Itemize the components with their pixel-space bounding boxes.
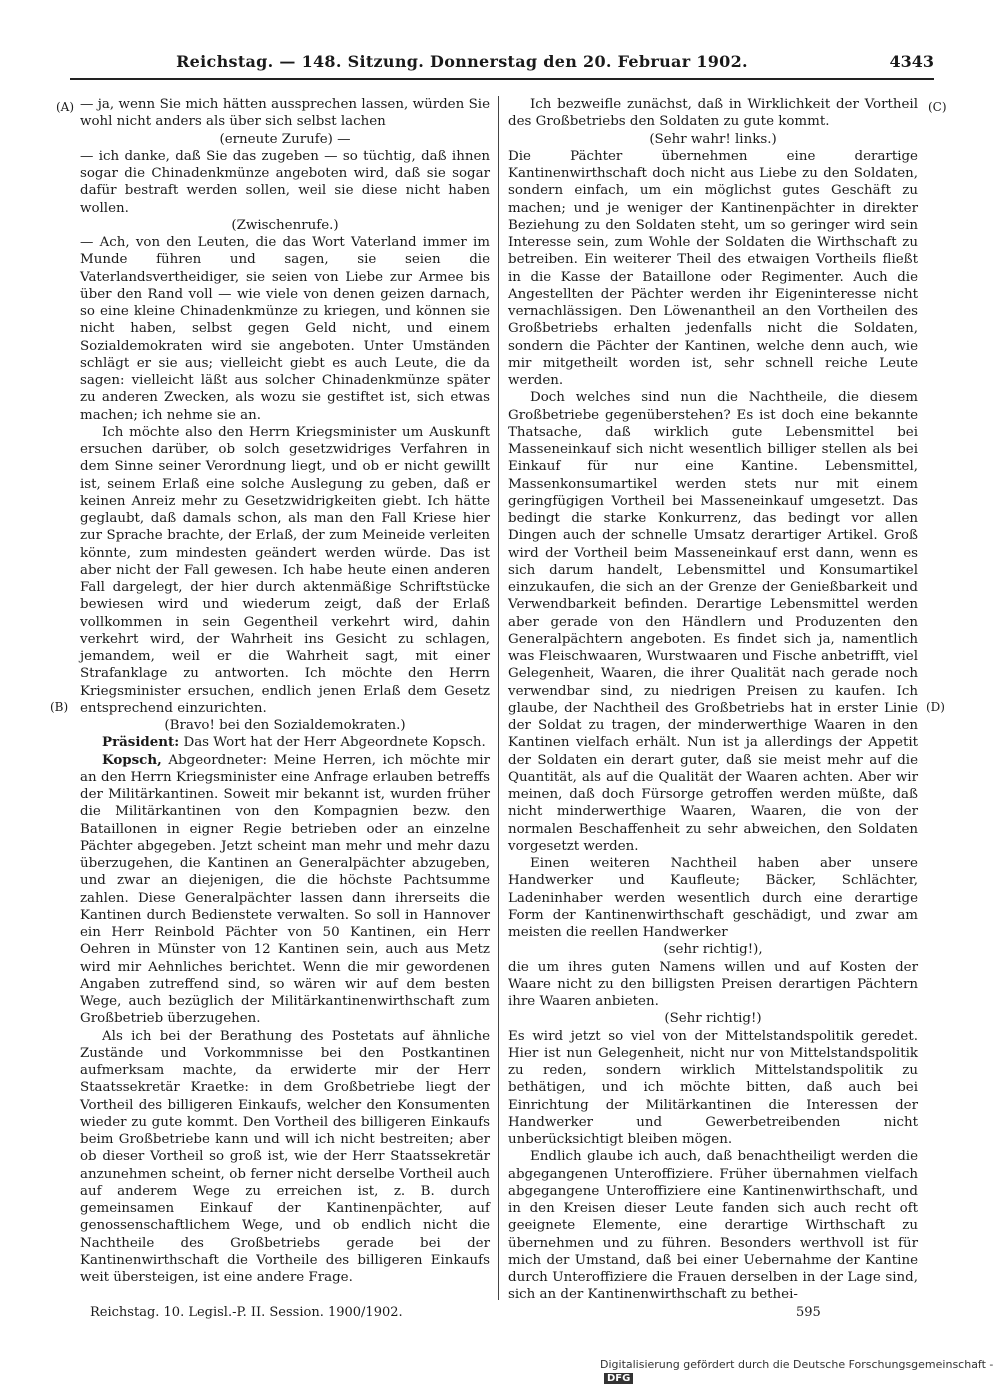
interjection: (Bravo! bei den Sozialdemokraten.) xyxy=(164,718,406,733)
footer-number: 595 xyxy=(796,1305,821,1320)
paragraph: Als ich bei der Berathung des Postetats auf ähnliche Zustände und Vorkommnisse bei den Postkantinen aufmerksam machte, da erwiderte mir der Herr Staatssekretär Kraetke: in dem Großbetriebe liegt der Vortheil des billigeren Einkaufs, welcher den Konsumenten wieder zu gute kommt. Den Vortheil des billigeren Einkaufs beim Großbetriebe kann und will ich nicht bestreiten; aber ob dieser Vortheil so groß ist, wie der Herr Staatssekretär anzunehmen scheint, ob ferner nicht derselbe Vortheil auch auf anderem Wege zu erreichen ist, z. B. durch gemeinsamen Einkauf der Kantinenpächter, auf genossenschaftlichem Wege, und ob endlich nicht die Nachtheile des Großbetriebs gerade bei der Kantinenwirthschaft die Vortheile des billigeren Einkaufs weit übersteigen, ist eine andere Frage. xyxy=(80,1028,490,1285)
running-title: Reichstag. — 148. Sitzung. Donnerstag den 20. Februar 1902. xyxy=(176,52,748,71)
paragraph: Ich bezweifle zunächst, daß in Wirklichkeit der Vortheil des Großbetriebs den Soldaten zu gute kommt. xyxy=(508,97,918,130)
speaker-paragraph xyxy=(80,734,490,751)
dfg-logo-icon: DFG xyxy=(604,1373,633,1384)
speaker-president: Präsident: xyxy=(102,734,180,751)
margin-mark-d: (D) xyxy=(926,700,945,714)
interjection: (Sehr richtig!) xyxy=(664,1011,762,1027)
header-rule xyxy=(70,78,934,80)
paragraph: Ich möchte also den Herrn Kriegsminister um Auskunft ersuchen darüber, ob solch gesetzwidriges Verfahren in dem Sinne seiner Verordnung liegt, und ob er nicht gewillt ist, seinem Erlaß eine solche Auslegung zu geben, daß er keinen Anreiz mehr zu Gesetzwidrigkeiten giebt. Ich hätte geglaubt, daß damals schon, als man den Fall Kriese hier zur Sprache brachte, der Erlaß, der zum Meineide verleiten könnte, zum mindesten geändert werden würde. Das ist aber nicht der Fall gewesen. Ich habe heute einen anderen Fall dargelegt, der hier durch aktenmäßige Schriftstücke bewiesen wird und wiederum zeigt, daß der Erlaß vollkommen in sein Gegentheil verkehrt wird, dahin verkehrt wird, der Wahrheit ins Gesicht zu schlagen, jemandem, weil er die Wahrheit sagt, mit einer Strafanklage zu antworten. Ich möchte den Herrn Kriegsminister ersuchen, endlich jenen Erlaß dem Gesetz entsprechend einzurichten. xyxy=(80,424,490,716)
paragraph: Es wird jetzt so viel von der Mittelstandspolitik geredet. Hier ist nun Gelegenheit, nicht nur von Mittelstandspolitik zu reden, sondern wirklich Mittelstandspolitik zu bethätigen, und ich möchte bitten, daß auch bei Einrichtung der Militärkantinen die Interessen der Handwerker und Gewerbetreibenden nicht unberücksichtigt bleiben mögen. xyxy=(508,1028,918,1147)
speaker-paragraph xyxy=(80,752,490,1028)
speech-text: Abgeordneter: Meine Herren, ich möchte mir an den Herrn Kriegsminister eine Anfrage erlauben betreffs der Militärkantinen. Soweit mir bekannt ist, wurden früher die Militärkantinen von den Kompagnien bezw. den Bataillonen in eigner Regie betrieben oder an einzelne Pächter abgegeben. Jetzt scheint man mehr und mehr dazu überzugehen, die Kantinen an Generalpächter abzugeben, und zwar an diejenigen, die die höchste Pachtsumme zahlen. Diese Generalpächter lassen dann ihrerseits die Kantinen durch Bedienstete verwalten. So soll in Hannover ein Herr Reinbold Pächter von 50 Kantinen, ein Herr Oehren in Münster von 12 Kantinen sein, auch aus Metz wird mir Aehnliches berichtet. Wenn die mir gewordenen Angaben zutreffend sind, so wären wir auf dem besten Wege, auch bezüglich der Militärkantinenwirthschaft zum Großbetrieb überzugehen. xyxy=(80,752,490,1027)
paragraph: — Ach, von den Leuten, die das Wort Vaterland immer im Munde führen und sagen, sie seien die Vaterlandsvertheidiger, sie seien von Liebe zur Armee bis über den Rand voll — wie viele von denen geizen darnach, so eine kleine Chinadenkmünze zu kriegen, und können sie nicht haben, selbst gegen Geld nicht, und einem Sozialdemokraten wird sie angeboten. Unter Umständen schlägt er sie aus; vielleicht giebt es auch Leute, die da sagen: vielleicht läßt aus solcher Chinadenkmünze später zu anderen Zwecken, als wozu sie gestiftet ist, sich etwas machen; ich nehme sie an. xyxy=(80,235,490,423)
page-number: 4343 xyxy=(889,52,934,71)
paragraph: — ich danke, daß Sie das zugeben — so tüchtig, daß ihnen sogar die Chinadenkmünze angeboten wird, daß sie sogar dafür bestraft werden sollen, weil sie diese nicht haben wollen. xyxy=(80,148,490,216)
page-header xyxy=(70,52,934,74)
paragraph: Doch welches sind nun die Nachtheile, die diesem Großbetriebe gegenüberstehen? Es ist doch eine bekannte Thatsache, daß wirklich gute Lebensmittel bei Masseneinkauf sich nicht wesentlich billiger stellen als bei Einkauf für nur eine Kantine. Lebensmittel, Massenkonsumartikel werden stets nur mit einem geringfügigen Vortheil bei Masseneinkauf umgesetzt. Das bedingt die starke Konkurrenz, das bedingt vor allen Dingen auch der schnelle Umsatz derartiger Artikel. Groß wird der Vortheil beim Masseneinkauf erst dann, wenn es sich darum handelt, Lebensmittel und Konsumartikel einzukaufen, die sich an der Grenze der Genießbarkeit und Verwendbarkeit befinden. Derartige Lebensmittel werden aber gerade von den Händlern und Produzenten den Generalpächtern angeboten. Es findet sich ja, namentlich was Fleischwaaren, Wurstwaaren und Fische anbetrifft, viel Gelegenheit, Waaren, die ihrer Qualität nach gerade noch verwendbar sind, zu niedrigen Preisen zu kaufen. Ich glaube, der Nachtheil des Großbetriebs hat in erster Linie der Soldat zu tragen, der minderwerthige Waaren in den Kantinen vielfach erhält. Nun ist ja allerdings der Appetit der Soldaten ein derart guter, daß sie meist mehr auf die Quantität, als auf die Qualität der Waaren achten. Aber wir meinen, daß doch Fürsorge getroffen werden müßte, daß nicht minderwerthige Waaren, Waaren, die von der normalen Beschaffenheit zu sehr abweichen, den Soldaten vorgesetzt werden. xyxy=(508,390,918,854)
interjection: (Sehr wahr! links.) xyxy=(649,131,777,147)
margin-mark-b: (B) xyxy=(50,700,69,714)
speech-text: Das Wort hat der Herr Abgeordnete Kopsch. xyxy=(183,735,486,751)
interjection: (erneute Zurufe) — xyxy=(219,131,351,147)
dfg-credit-text: Digitalisierung gefördert durch die Deutsche Forschungsgemeinschaft - xyxy=(600,1358,994,1371)
paragraph: die um ihres guten Namens willen und auf Kosten der Waare nicht zu den billigsten Preisen derartigen Pächtern ihre Waaren anbieten. xyxy=(508,959,918,1009)
left-column xyxy=(80,96,490,1286)
paragraph: Endlich glaube ich auch, daß benachtheiligt werden die abgegangenen Unteroffiziere. Früher übernahmen vielfach abgegangene Unteroffiziere eine Kantinenwirthschaft, und in den Kreisen dieser Leute fanden sich auch recht oft geeignete Elemente, eine derartige Wirthschaft zu übernehmen und zu führen. Besonders werthvoll ist für mich der Umstand, daß bei einer Uebernahme der Kantine durch Unteroffiziere die Frauen derselben in der Lage sind, sich an der Kantinenwirthschaft zu bethei- xyxy=(508,1149,918,1303)
margin-mark-a: (A) xyxy=(56,100,75,114)
paragraph: — ja, wenn Sie mich hätten aussprechen lassen, würden Sie wohl nicht anders als über sich selbst lachen xyxy=(80,97,490,130)
paragraph: Einen weiteren Nachtheil haben aber unsere Handwerker und Kaufleute; Bäcker, Schlächter, Ladeninhaber werden wesentlich durch eine derartige Form der Kantinenwirthschaft geschädigt, und zwar am meisten die reellen Handwerker xyxy=(508,856,918,940)
dfg-credit xyxy=(600,1358,1000,1384)
paragraph: Die Pächter übernehmen eine derartige Kantinenwirthschaft doch nicht aus Liebe zu den Soldaten, sondern einfach, um ein möglichst gutes Geschäft zu machen; und je weniger der Kantinenpächter in direkter Beziehung zu den Soldaten steht, um so geringer wird sein Interesse sein, zum Wohle der Soldaten die Wirthschaft zu betreiben. Ein weiterer Theil des etwaigen Vortheils fließt in die Kasse der Bataillone oder Regimenter. Auch die Angestellten der Pächter werden ihr Eigeninteresse nicht vernachlässigen. Den Löwenantheil an den Vortheilen des Großbetriebs erhalten jedenfalls nicht die Soldaten, sondern die Pächter der Kantinen, welche denn auch, wie mir mitgetheilt worden ist, sehr schnell reiche Leute werden. xyxy=(508,148,918,388)
interjection: (Zwischenrufe.) xyxy=(231,217,339,233)
interjection: (sehr richtig!), xyxy=(663,942,763,958)
speaker-kopsch: Kopsch, xyxy=(102,751,162,768)
margin-mark-c: (C) xyxy=(928,100,947,114)
footer-session-info: Reichstag. 10. Legisl.-P. II. Session. 1900/1902. xyxy=(90,1305,403,1320)
column-divider xyxy=(498,96,499,1300)
right-column xyxy=(508,96,918,1304)
